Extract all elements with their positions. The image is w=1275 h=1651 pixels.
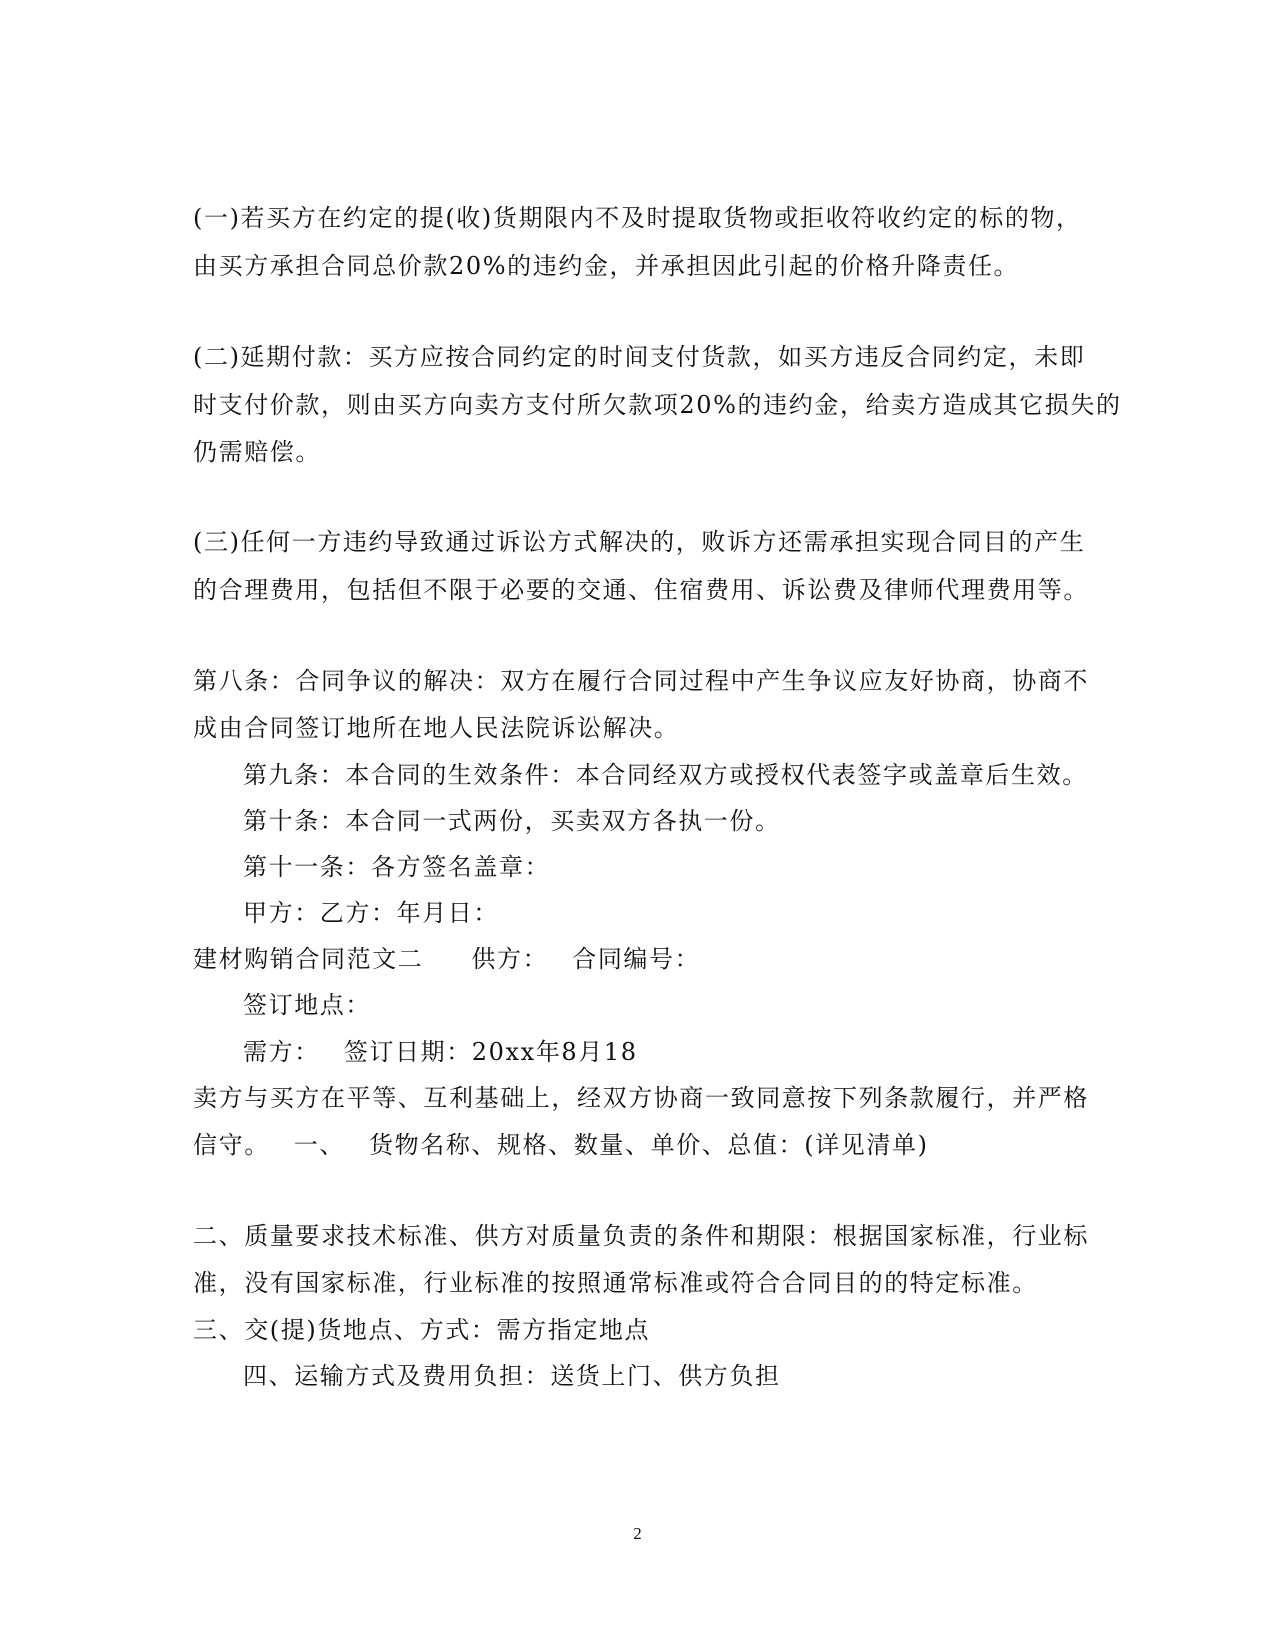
page-number: 2 <box>633 1524 642 1543</box>
article-10: 第十条：本合同一式两份，买卖双方各执一份。 <box>243 807 781 835</box>
article-9: 第九条：本合同的生效条件：本合同经双方或授权代表签字或盖章后生效。 <box>243 761 1088 789</box>
clause-2-line-1: (二)延期付款：买方应按合同约定的时间支付货款，如买方违反合同约定，未即 <box>193 343 1086 371</box>
item-2-line-2: 准，没有国家标准，行业标准的按照通常标准或符合合同目的的特定标准。 <box>193 1269 1038 1297</box>
clause-1-line-1: (一)若买方在约定的提(收)货期限内不及时提取货物或拒收符收约定的标的物， <box>193 204 1082 232</box>
clause-1-line-2: 由买方承担合同总价款20%的违约金，并承担因此引起的价格升降责任。 <box>193 252 1020 280</box>
clause-2-line-2: 时支付价款，则由买方向卖方支付所欠款项20%的违约金，给卖方造成其它损失的 <box>193 391 1122 419</box>
item-3: 三、交(提)货地点、方式：需方指定地点 <box>193 1316 651 1344</box>
contract-2-header-line <box>193 944 700 974</box>
article-8-line-1: 第八条：合同争议的解决：双方在履行合同过程中产生争议应友好协商，协商不 <box>193 667 1089 695</box>
item-2-line-1: 二、质量要求技术标准、供方对质量负责的条件和期限：根据国家标准，行业标 <box>193 1222 1089 1250</box>
intro-line-2 <box>193 1130 929 1160</box>
supplier-label: 供方： <box>471 945 549 973</box>
contract-number-label: 合同编号： <box>572 945 701 973</box>
intro-line-2-a: 信守。 <box>193 1131 270 1159</box>
buyer-date-line <box>243 1037 638 1067</box>
clause-2-line-3: 仍需赔偿。 <box>193 438 321 466</box>
intro-line-1: 卖方与买方在平等、互利基础上，经双方协商一致同意按下列条款履行，并严格 <box>193 1084 1089 1112</box>
parties-line: 甲方：乙方：年月日： <box>243 899 499 927</box>
article-11: 第十一条：各方签名盖章： <box>243 853 551 881</box>
signing-place-label: 签订地点： <box>243 991 371 1019</box>
article-8-line-2: 成由合同签订地所在地人民法院诉讼解决。 <box>193 714 680 742</box>
item-1-number: 一、 <box>293 1131 346 1159</box>
clause-3-line-1: (三)任何一方违约导致通过诉讼方式解决的，败诉方还需承担实现合同目的产生 <box>193 528 1086 556</box>
item-4: 四、运输方式及费用负担：送货上门、供方负担 <box>243 1362 781 1390</box>
signing-date: 签订日期：20xx年8月18 <box>343 1038 638 1066</box>
contract-2-title: 建材购销合同范文二 <box>193 945 424 973</box>
item-1-text: 货物名称、规格、数量、单价、总值：(详见清单) <box>369 1131 929 1159</box>
buyer-label: 需方： <box>243 1038 320 1066</box>
clause-3-line-2: 的合理费用，包括但不限于必要的交通、住宿费用、诉讼费及律师代理费用等。 <box>193 576 1089 604</box>
